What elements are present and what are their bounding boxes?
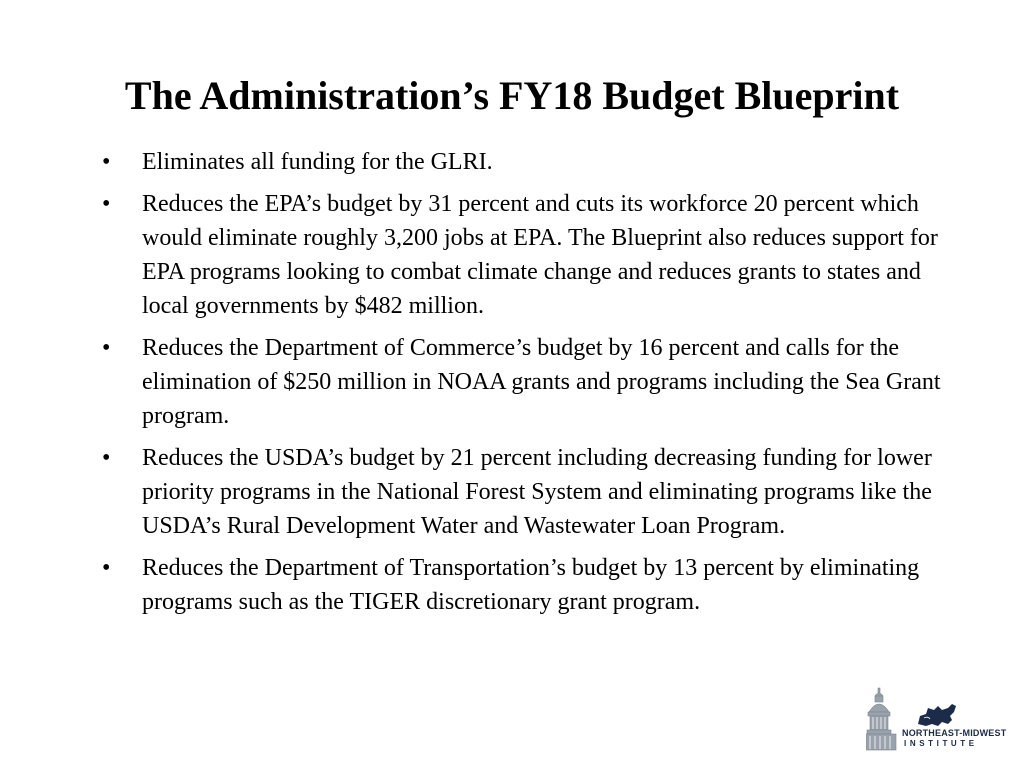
bullet-item (100, 187, 960, 323)
bullet-icon: • (102, 149, 111, 175)
bullet-text: Reduces the USDA’s budget by 21 percent including decreasing funding for lower priority programs in the National Forest System and eliminating programs like the USDA’s Rural Development Water and Wastewater Loan Program. (142, 445, 932, 539)
bullet-item (100, 145, 960, 179)
logo-name-line1: NORTHEAST-MIDWEST (902, 728, 1007, 738)
bullet-icon: • (102, 555, 111, 581)
bullet-item (100, 331, 960, 433)
bullet-text: Reduces the Department of Transportation’s budget by 13 percent by eliminating programs such as the TIGER discretionary grant program. (142, 555, 920, 615)
slide-title: The Administration’s FY18 Budget Blueprint (124, 73, 900, 118)
bullet-text: Reduces the EPA’s budget by 31 percent and cuts its workforce 20 percent which would eliminate roughly 3,200 jobs at EPA. The Blueprint also reduces support for EPA programs looking to combat climate change and reduces grants to states and local governments by $482 million. (142, 191, 938, 319)
bullet-item (100, 441, 960, 543)
bullet-text: Reduces the Department of Commerce’s budget by 16 percent and calls for the elimination of $250 million in NOAA grants and programs including the Sea Grant program. (142, 335, 941, 429)
logo-name-line2: INSTITUTE (904, 739, 978, 748)
bullet-icon: • (102, 445, 111, 471)
bullet-list (100, 145, 960, 627)
bullet-item (100, 551, 960, 619)
bullet-icon: • (102, 191, 111, 217)
bullet-icon: • (102, 335, 111, 361)
bullet-text: Eliminates all funding for the GLRI. (142, 149, 493, 175)
institute-logo (866, 686, 1007, 752)
